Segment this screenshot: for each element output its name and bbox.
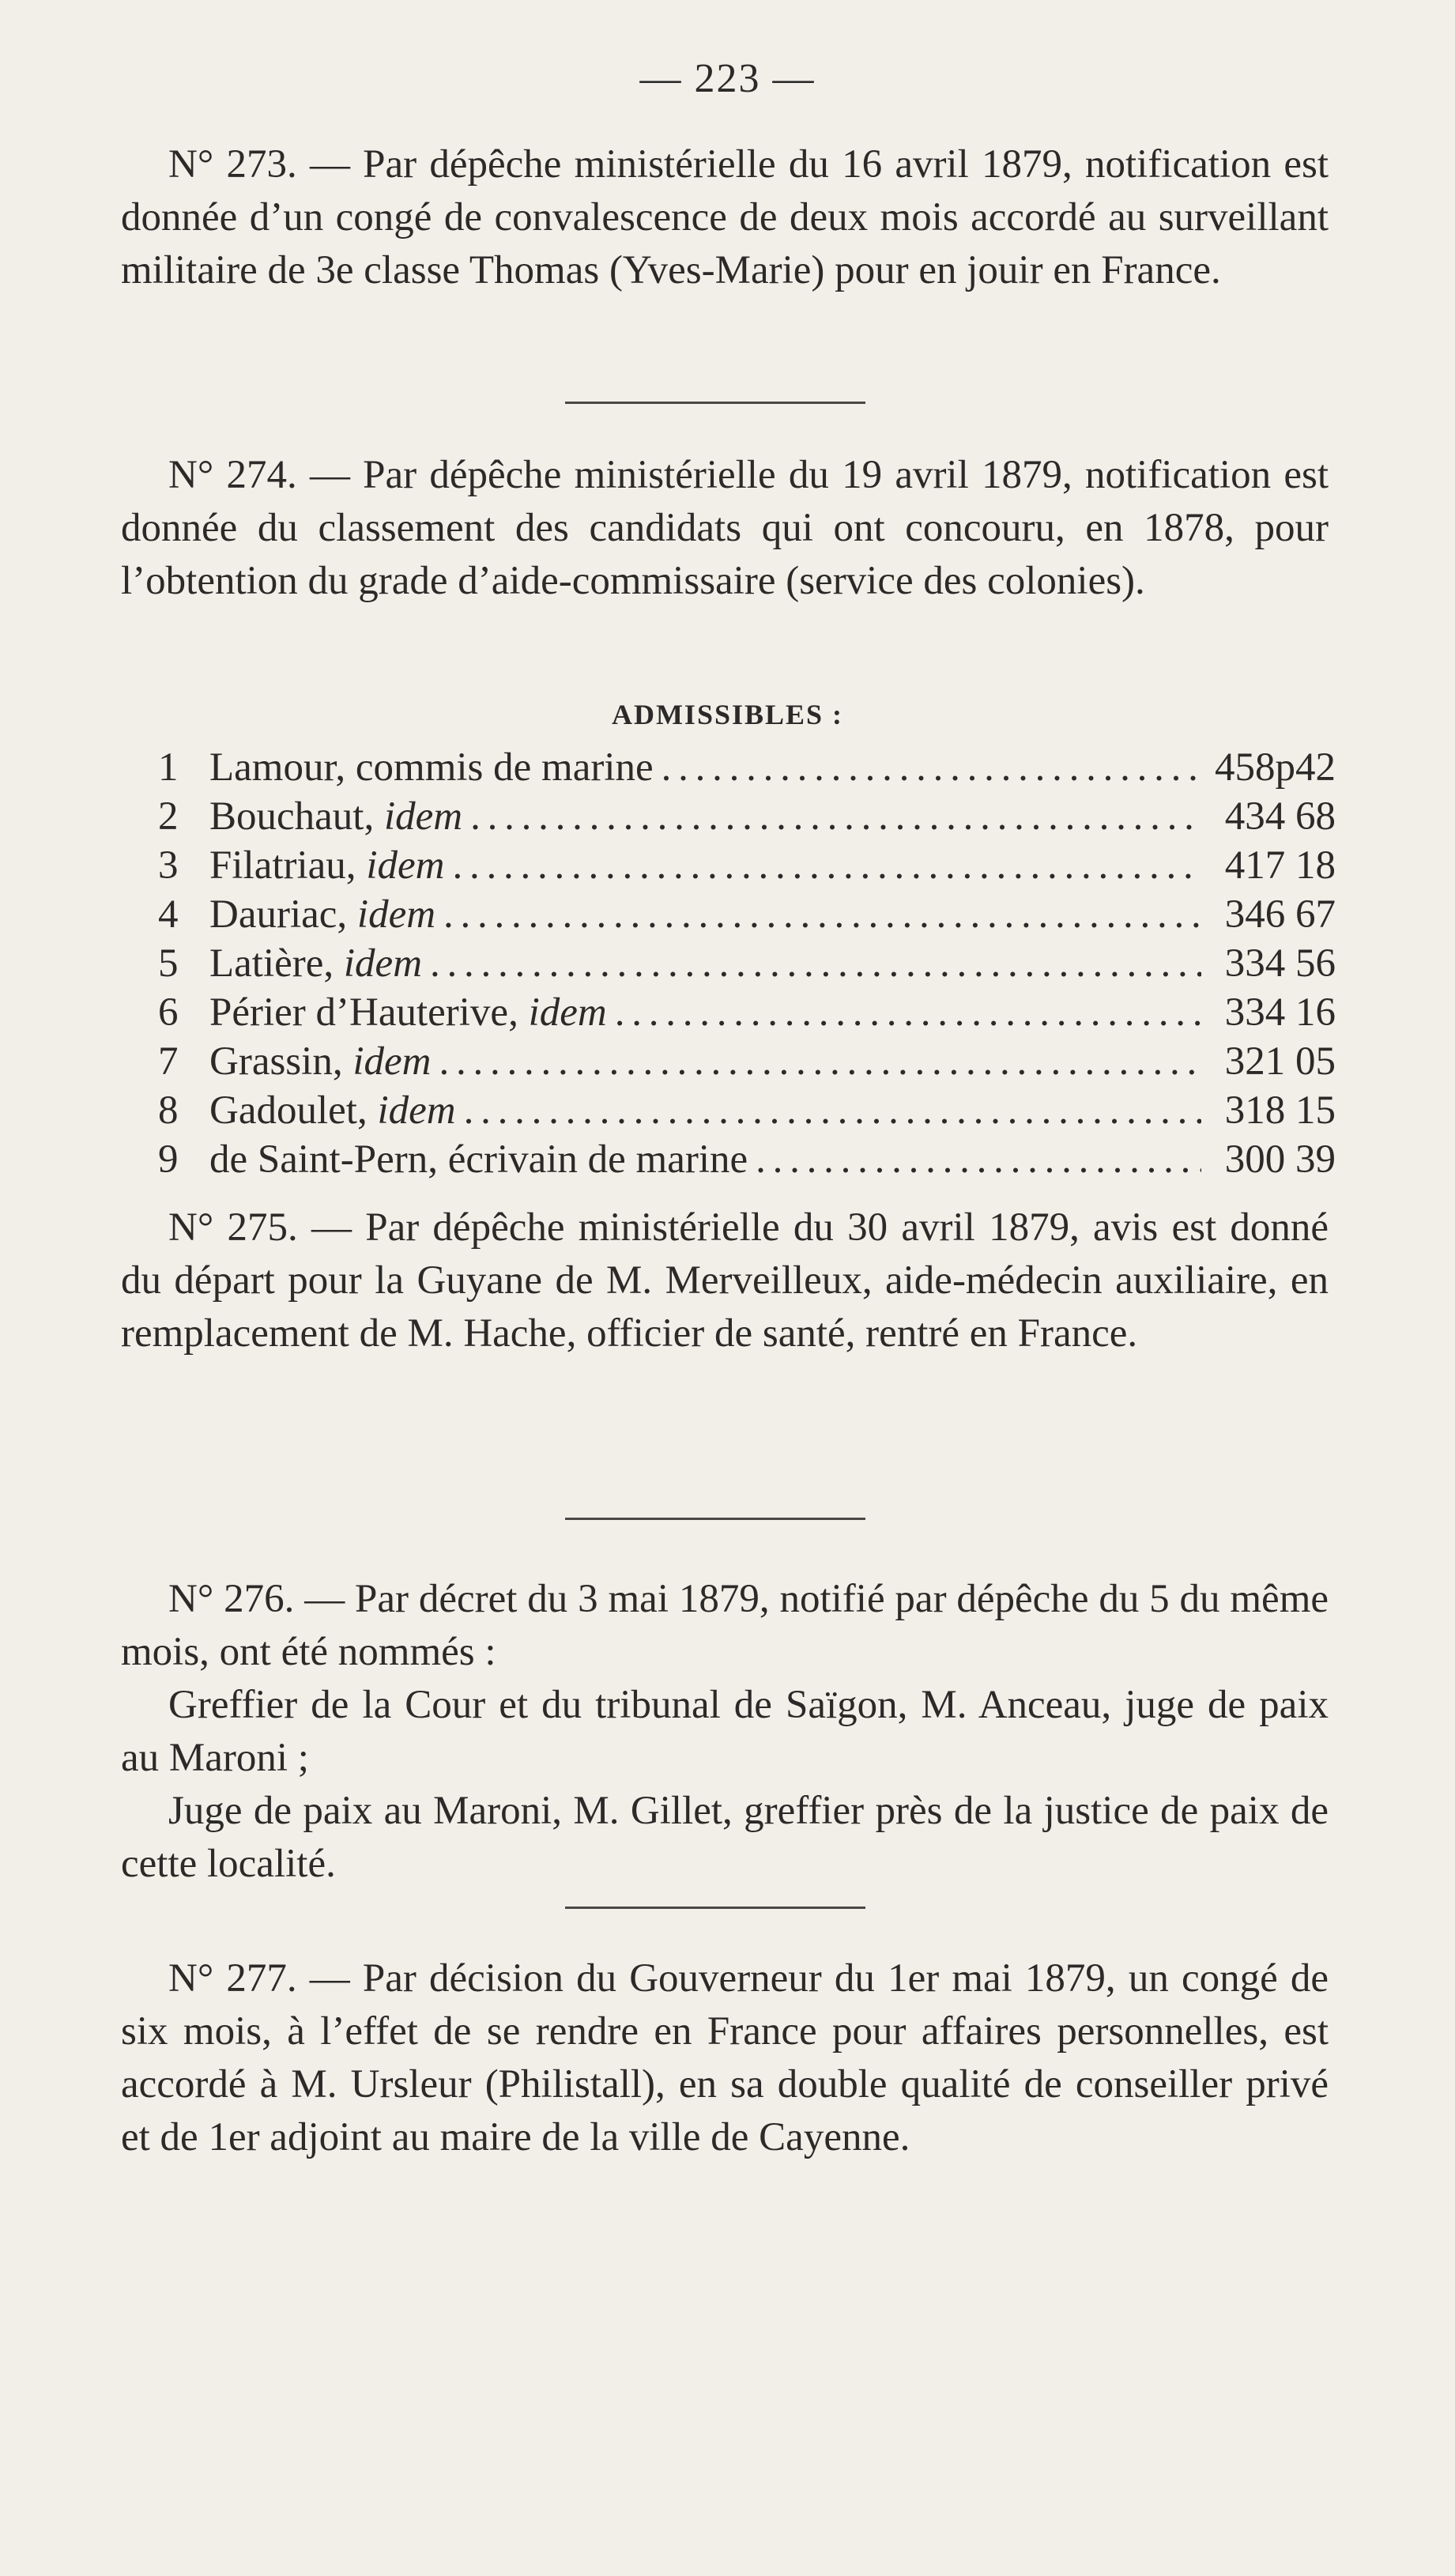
- candidate-name: [209, 988, 607, 1037]
- candidate-row: [158, 1086, 1336, 1135]
- notice-273: [121, 138, 1329, 297]
- notice-275: [121, 1201, 1329, 1360]
- candidate-row: [158, 1037, 1336, 1086]
- candidate-rank: 2: [158, 794, 179, 839]
- candidate-name-text: Filatriau,: [209, 843, 367, 888]
- separator-rule: [565, 1907, 865, 1909]
- candidate-score: 417 18: [1224, 843, 1336, 888]
- candidate-name: [209, 792, 462, 841]
- candidate-name-text: Latière,: [209, 941, 344, 986]
- dot-leader: [662, 743, 1201, 792]
- candidate-name-text: Grassin,: [209, 1039, 353, 1084]
- candidate-name: [209, 939, 422, 988]
- candidate-qualifier: idem: [352, 1039, 432, 1084]
- dot-leader: [470, 792, 1201, 841]
- candidate-name-text: Bouchaut,: [209, 794, 384, 839]
- candidate-rank: 3: [158, 843, 179, 888]
- candidate-qualifier: idem: [383, 794, 463, 839]
- separator-rule: [565, 1518, 865, 1520]
- notice-276-line2: Juge de paix au Maroni, M. Gillet, greffier près de la justice de paix de cette localité.: [121, 1789, 1329, 1886]
- candidate-score: 458p42: [1215, 745, 1336, 790]
- dot-leader: [756, 1135, 1201, 1184]
- notice-275-text: N° 275. — Par dépêche ministérielle du 30 avril 1879, avis est donné du départ pour la Guyane de M. Merveilleux, aide-médecin auxiliaire, en remplacement de M. Hache, officier de santé, rentré en France.: [121, 1205, 1329, 1356]
- separator-rule: [565, 402, 865, 404]
- candidate-row: [158, 939, 1336, 988]
- page-number: — 223 —: [639, 56, 816, 101]
- notice-273-text: N° 273. — Par dépêche ministérielle du 16 avril 1879, notification est donnée d’un congé de convalescence de deux mois accordé au surveillant militaire de 3e classe Thomas (Yves-Marie) pour en jouir en France.: [121, 142, 1329, 292]
- candidate-score: 434 68: [1224, 794, 1336, 839]
- candidate-score: 300 39: [1224, 1137, 1336, 1182]
- candidate-name: [209, 1086, 456, 1135]
- candidate-score: 346 67: [1224, 892, 1336, 937]
- candidate-name-text: Gadoulet,: [209, 1088, 378, 1133]
- candidate-rank: 1: [158, 745, 179, 790]
- candidate-rank: 5: [158, 941, 179, 986]
- notice-274: [121, 449, 1329, 608]
- candidate-name-text: de Saint-Pern, écrivain de marine: [209, 1137, 748, 1182]
- candidate-qualifier: idem: [343, 941, 423, 986]
- candidate-row: [158, 1135, 1336, 1184]
- candidate-score: 334 16: [1224, 990, 1336, 1035]
- notice-274-text: N° 274. — Par dépêche ministérielle du 19 avril 1879, notification est donnée du classement des candidats qui ont concouru, en 1878, pour l’obtention du grade d’aide-commissaire (service des colonies).: [121, 453, 1329, 603]
- candidate-rank: 6: [158, 990, 179, 1035]
- candidate-rank: 8: [158, 1088, 179, 1133]
- dot-leader: [452, 841, 1201, 890]
- candidate-name-text: Dauriac,: [209, 892, 357, 937]
- dot-leader: [443, 890, 1201, 939]
- candidates-list: [158, 743, 1336, 1184]
- candidate-row: [158, 841, 1336, 890]
- candidate-qualifier: idem: [377, 1088, 456, 1133]
- candidate-rank: 7: [158, 1039, 179, 1084]
- candidate-rank: 9: [158, 1137, 179, 1182]
- notice-277-text: N° 277. — Par décision du Gouverneur du 1er mai 1879, un congé de six mois, à l’effet de se rendre en France pour affaires personnelles, est accordé à M. Ursleur (Philistall), en sa double qualité de conseiller privé et de 1er adjoint au maire de la ville de Cayenne.: [121, 1956, 1329, 2159]
- notice-277: [121, 1952, 1329, 2164]
- candidate-rank: 4: [158, 892, 179, 937]
- candidate-row: [158, 743, 1336, 792]
- candidate-row: [158, 890, 1336, 939]
- candidate-qualifier: idem: [528, 990, 607, 1035]
- candidate-score: 321 05: [1224, 1039, 1336, 1084]
- dot-leader: [430, 939, 1201, 988]
- candidate-score: 318 15: [1224, 1088, 1336, 1133]
- candidate-name: [209, 1037, 431, 1086]
- admissibles-heading: ADMISSIBLES :: [611, 699, 844, 730]
- candidate-name: [209, 1135, 748, 1184]
- dot-leader: [439, 1037, 1201, 1086]
- candidate-name-text: Lamour, commis de marine: [209, 745, 654, 790]
- candidate-name: [209, 743, 654, 792]
- candidate-qualifier: idem: [356, 892, 436, 937]
- candidate-qualifier: idem: [366, 843, 445, 888]
- dot-leader: [615, 988, 1201, 1037]
- candidate-row: [158, 792, 1336, 841]
- dot-leader: [464, 1086, 1201, 1135]
- notice-276-line1: Greffier de la Cour et du tribunal de Saïgon, M. Anceau, juge de paix au Maroni ;: [121, 1683, 1329, 1780]
- candidate-name-text: Périer d’Hauterive,: [209, 990, 529, 1035]
- candidate-name: [209, 841, 444, 890]
- candidate-score: 334 56: [1224, 941, 1336, 986]
- candidate-name: [209, 890, 435, 939]
- notice-276: [121, 1573, 1329, 1891]
- notice-276-text: N° 276. — Par décret du 3 mai 1879, notifié par dépêche du 5 du même mois, ont été nommés :: [121, 1577, 1329, 1674]
- candidate-row: [158, 988, 1336, 1037]
